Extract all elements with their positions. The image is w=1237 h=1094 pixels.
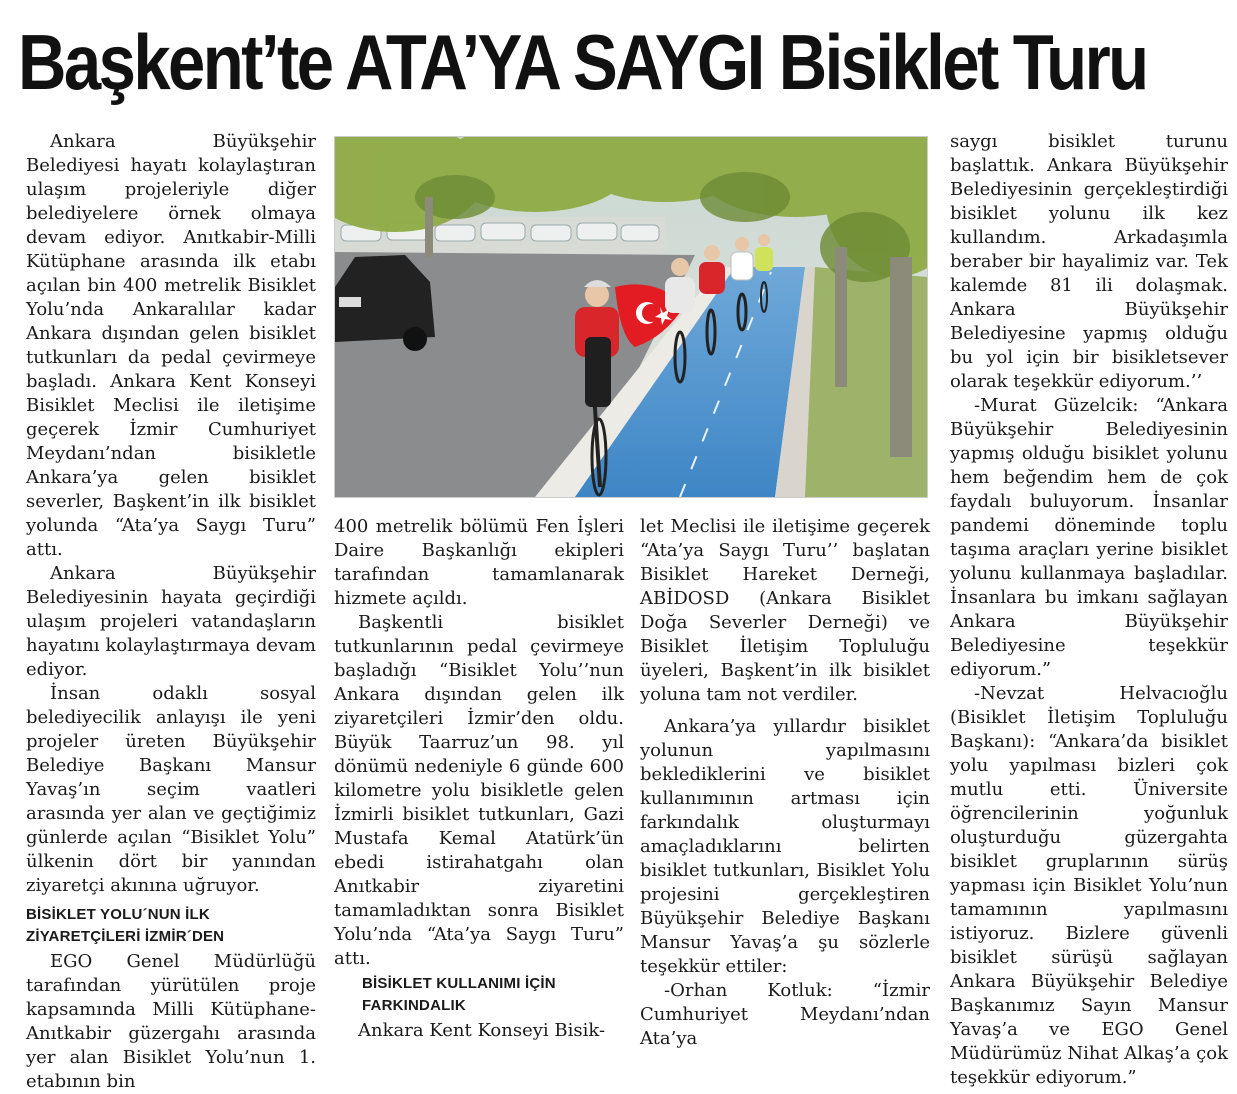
subheading-line: FARKINDALIK — [362, 997, 466, 1014]
article-column-3 — [640, 515, 930, 1051]
paragraph: Ankara Büyükşehir Belediyesi hayatı kolaylaştıran ulaşım projeleriyle diğer belediyelere örnek olmaya devam ediyor. Anıtkabir-Milli Kütüphane arasında ilk etabı açılan bin 400 metrelik Bisiklet Yolu’nda Ankaralılar kadar Ankara dışından gelen bisiklet tutkunları da pedal çevirmeye başladı. Ankara Kent Konseyi Bisiklet Meclisi ile iletişime geçerek İzmir Cumhuriyet Meydanı’ndan bisikletle Ankara’ya gelen bisiklet severler, Başkent’in ilk bisiklet yolunda “Ata’ya Saygı Turu” attı. — [26, 131, 316, 560]
subheading-line: ZİYARETÇİLERİ İZMİR´DEN — [26, 928, 225, 945]
paragraph: İnsan odaklı sosyal belediyecilik anlayışı ile yeni projeler üreten Büyükşehir Belediye Başkanı Mansur Yavaş’ın seçim vaatleri arasında yer alan ve geçtiğimiz günlerde açılan “Bisiklet Yolu” ülkenin dört bir yanından ziyaretçi akınına uğruyor. — [26, 683, 316, 896]
article-column-4 — [950, 130, 1228, 1090]
paragraph: let Meclisi ile iletişime geçerek “Ata’ya Saygı Turu’’ başlatan Bisiklet Hareket Derneği, ABİDOSD (Ankara Bisiklet Doğa Severler Derneği) ve Bisiklet İletişim Topluluğu üyeleri, Başkent’in ilk bisiklet yoluna tam not verdiler. — [640, 516, 930, 705]
headline: Başkent’te ATA’YA SAYGI Bisiklet Turu — [18, 18, 1147, 106]
article-column-1 — [26, 130, 316, 1094]
article-column-2 — [334, 515, 624, 1043]
paragraph: 400 metrelik bölümü Fen İşleri Daire Başkanlığı ekipleri tarafından tamamlanarak hizmete açıldı. — [334, 516, 624, 609]
paragraph: Ankara Büyükşehir Belediyesinin hayata geçirdiği ulaşım projeleri vatandaşların hayatını kolaylaştırmaya devam ediyor. — [26, 563, 316, 680]
cyclists-photo — [334, 136, 928, 498]
subheading — [362, 973, 624, 1017]
subheading-line: BİSİKLET KULLANIMI İÇİN — [362, 975, 556, 992]
paragraph: Başkentli bisiklet tutkunlarının pedal çevirmeye başladığı “Bisiklet Yolu’’nun Ankara dışından gelen ilk ziyaretçileri İzmir’den oldu. Büyük Taarruz’un 98. yıl dönümü nedeniyle 6 günde 600 kilometre yolu bisikletle gelen İzmirli bisiklet tutkunları, Gazi Mustafa Kemal Atatürk’ün ebedi istirahatgahı olan Anıtkabir ziyaretini tamamladıktan sonra Bisiklet Yolu’nda “Ata’ya Saygı Turu” attı. — [334, 612, 624, 969]
subheading-line: BİSİKLET YOLU´NUN İLK — [26, 906, 210, 923]
paragraph: saygı bisiklet turunu başlattık. Ankara Büyükşehir Belediyesinin gerçekleştirdiği bisiklet yolunu ilk kez kullandım. Arkadaşımla beraber bir hayalimiz var. Tek kalemde 81 ili dolaşmak. Ankara Büyükşehir Belediyesine yapmış olduğu bu yol için bir bisikletsever olarak teşekkür ediyorum.’’ — [950, 131, 1228, 392]
paragraph: Ankara Kent Konseyi Bisik- — [358, 1020, 606, 1041]
paragraph: -Nevzat Helvacıoğlu (Bisiklet İletişim Topluluğu Başkanı): “Ankara’da bisiklet yolu yapılması bizleri çok mutlu etti. Üniversite öğrencilerinin yoğunluk oluşturduğu güzergahta bisiklet gruplarının sürüş yapması için Bisiklet Yolu’nun tamamının yapılmasını istiyoruz. Bizlere güvenli bisiklet sürüşü sağlayan Ankara Büyükşehir Belediye Başkanımız Sayın Mansur Yavaş’a ve EGO Genel Müdürümüz Nihat Alkaş’a çok teşekkür ediyorum.” — [950, 683, 1228, 1088]
paragraph: -Orhan Kotluk: “İzmir Cumhuriyet Meydanı’ndan Ata’ya — [640, 980, 930, 1049]
paragraph: Ankara’ya yıllardır bisiklet yolunun yapılmasını beklediklerini ve bisiklet kullanımının artması için farkındalık oluşturmayı amaçladıklarını belirten bisiklet tutkunları, Bisiklet Yolu projesini gerçekleştiren Büyükşehir Belediye Başkanı Mansur Yavaş’a şu sözlerle teşekkür ettiler: — [640, 716, 930, 977]
subheading — [26, 904, 316, 948]
paragraph: EGO Genel Müdürlüğü tarafından yürütülen proje kapsamında Milli Kütüphane-Anıtkabir güzergahı arasında yer alan Bisiklet Yolu’nun 1. etabının bin — [26, 951, 316, 1092]
paragraph: -Murat Güzelcik: “Ankara Büyükşehir Belediyesinin yapmış olduğu bisiklet yolunu hem beğendim hem de çok faydalı buluyorum. İnsanlar pandemi döneminde toplu taşıma araçları yerine bisiklet yolunu kullanmaya başladılar. İnsanlara bu imkanı sağlayan Ankara Büyükşehir Belediyesine teşekkür ediyorum.” — [950, 395, 1228, 680]
